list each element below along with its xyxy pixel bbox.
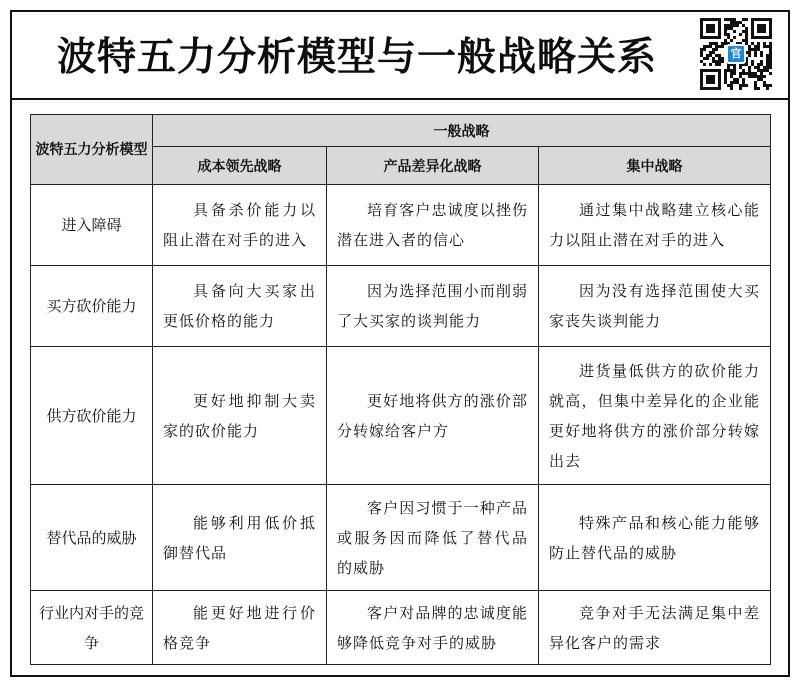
table-cell: 通过集中战略建立核心能力以阻止潜在对手的进入 bbox=[539, 185, 771, 266]
row-label: 替代品的威胁 bbox=[31, 485, 153, 591]
qr-badge: 官 bbox=[726, 44, 746, 64]
table-cell: 具备向大买家出更低价格的能力 bbox=[153, 266, 327, 347]
table-cell: 因为选择范围小而削弱了大买家的谈判能力 bbox=[327, 266, 539, 347]
row-label: 供方砍价能力 bbox=[31, 347, 153, 485]
strategy-table bbox=[30, 114, 771, 665]
table-cell: 能够利用低价抵御替代品 bbox=[153, 485, 327, 591]
table-row bbox=[31, 591, 771, 665]
table-cell: 竞争对手无法满足集中差异化客户的需求 bbox=[539, 591, 771, 665]
table-cell: 具备杀价能力以阻止潜在对手的进入 bbox=[153, 185, 327, 266]
row-label: 买方砍价能力 bbox=[31, 266, 153, 347]
column-header-cost: 成本领先战略 bbox=[153, 147, 327, 185]
table-row bbox=[31, 185, 771, 266]
table-cell: 更好地抑制大卖家的砍价能力 bbox=[153, 347, 327, 485]
table-cell: 培育客户忠诚度以挫伤潜在进入者的信心 bbox=[327, 185, 539, 266]
title-divider bbox=[12, 98, 788, 100]
row-label: 行业内对手的竞争 bbox=[31, 591, 153, 665]
table-cell: 能更好地进行价格竞争 bbox=[153, 591, 327, 665]
page-title: 波特五力分析模型与一般战略关系 bbox=[56, 35, 657, 80]
table-row bbox=[31, 266, 771, 347]
table-cell: 因为没有选择范围使大买家丧失谈判能力 bbox=[539, 266, 771, 347]
table-row bbox=[31, 347, 771, 485]
table-row bbox=[31, 485, 771, 591]
group-header: 一般战略 bbox=[153, 115, 771, 147]
row-label: 进入障碍 bbox=[31, 185, 153, 266]
table-cell: 更好地将供方的涨价部分转嫁给客户方 bbox=[327, 347, 539, 485]
page-frame bbox=[10, 10, 790, 677]
column-header-differentiation: 产品差异化战略 bbox=[327, 147, 539, 185]
column-header-focus: 集中战略 bbox=[539, 147, 771, 185]
qr-code[interactable] bbox=[700, 18, 772, 90]
table-cell: 客户对品牌的忠诚度能够降低竞争对手的威胁 bbox=[327, 591, 539, 665]
corner-header: 波特五力分析模型 bbox=[31, 115, 153, 185]
table-cell: 特殊产品和核心能力能够防止替代品的威胁 bbox=[539, 485, 771, 591]
table-cell: 客户因习惯于一种产品或服务因而降低了替代品的威胁 bbox=[327, 485, 539, 591]
table-cell: 进货量低供方的砍价能力就高，但集中差异化的企业能更好地将供方的涨价部分转嫁出去 bbox=[539, 347, 771, 485]
